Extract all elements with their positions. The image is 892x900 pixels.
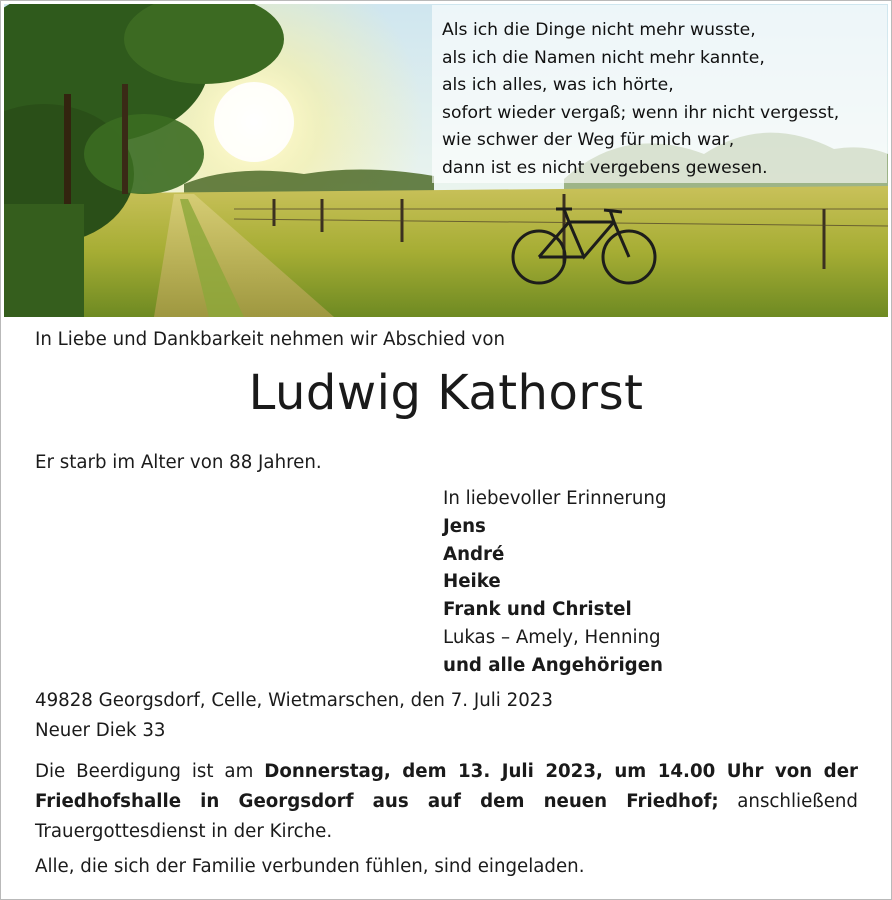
poem-line: als ich die Namen nicht mehr kannte, (442, 47, 765, 68)
street-address: Neuer Diek 33 (35, 720, 166, 741)
funeral-pre: Die Beerdigung ist am (35, 761, 265, 782)
place-date: 49828 Georgsdorf, Celle, Wietmarschen, den 7. Juli 2023 (35, 690, 553, 711)
funeral-line-1 (35, 757, 858, 787)
funeral-line-3: Trauergottesdienst in der Kirche. (35, 821, 333, 842)
family-member: Lukas – Amely, Henning (443, 626, 661, 648)
poem-line: Als ich die Dinge nicht mehr wusste, (442, 20, 756, 40)
intro-text: In Liebe und Dankbarkeit nehmen wir Abschied von (35, 329, 505, 350)
funeral-date: Donnerstag, dem 13. Juli 2023, um 14.00 Uhr von der (264, 761, 858, 782)
family-heading: In liebevoller Erinnerung (443, 488, 667, 509)
family-list (443, 485, 667, 680)
family-member: und alle Angehörigen (443, 654, 663, 676)
family-member: André (443, 543, 505, 565)
age-text: Er starb im Alter von 88 Jahren. (35, 452, 322, 473)
poem-line: sofort wieder vergaß; wenn ihr nicht vergesst, (442, 102, 840, 123)
deceased-name: Ludwig Kathorst (248, 365, 644, 421)
funeral-line-2 (35, 787, 858, 817)
poem-line: als ich alles, was ich hörte, (442, 75, 674, 96)
family-member: Jens (443, 515, 486, 537)
family-member: Heike (443, 571, 501, 593)
funeral-place: Friedhofshalle in Georgsdorf aus auf dem neuen Friedhof; (35, 791, 719, 812)
funeral-details (35, 757, 858, 847)
family-member: Frank und Christel (443, 599, 632, 621)
funeral-after: anschließend (718, 791, 858, 812)
poem-overlay (432, 5, 887, 183)
poem-line: wie schwer der Weg für mich war, (442, 130, 735, 151)
poem-line: dann ist es nicht vergebens gewesen. (442, 157, 768, 178)
invitation-text: Alle, die sich der Familie verbunden fühlen, sind eingeladen. (35, 856, 585, 877)
